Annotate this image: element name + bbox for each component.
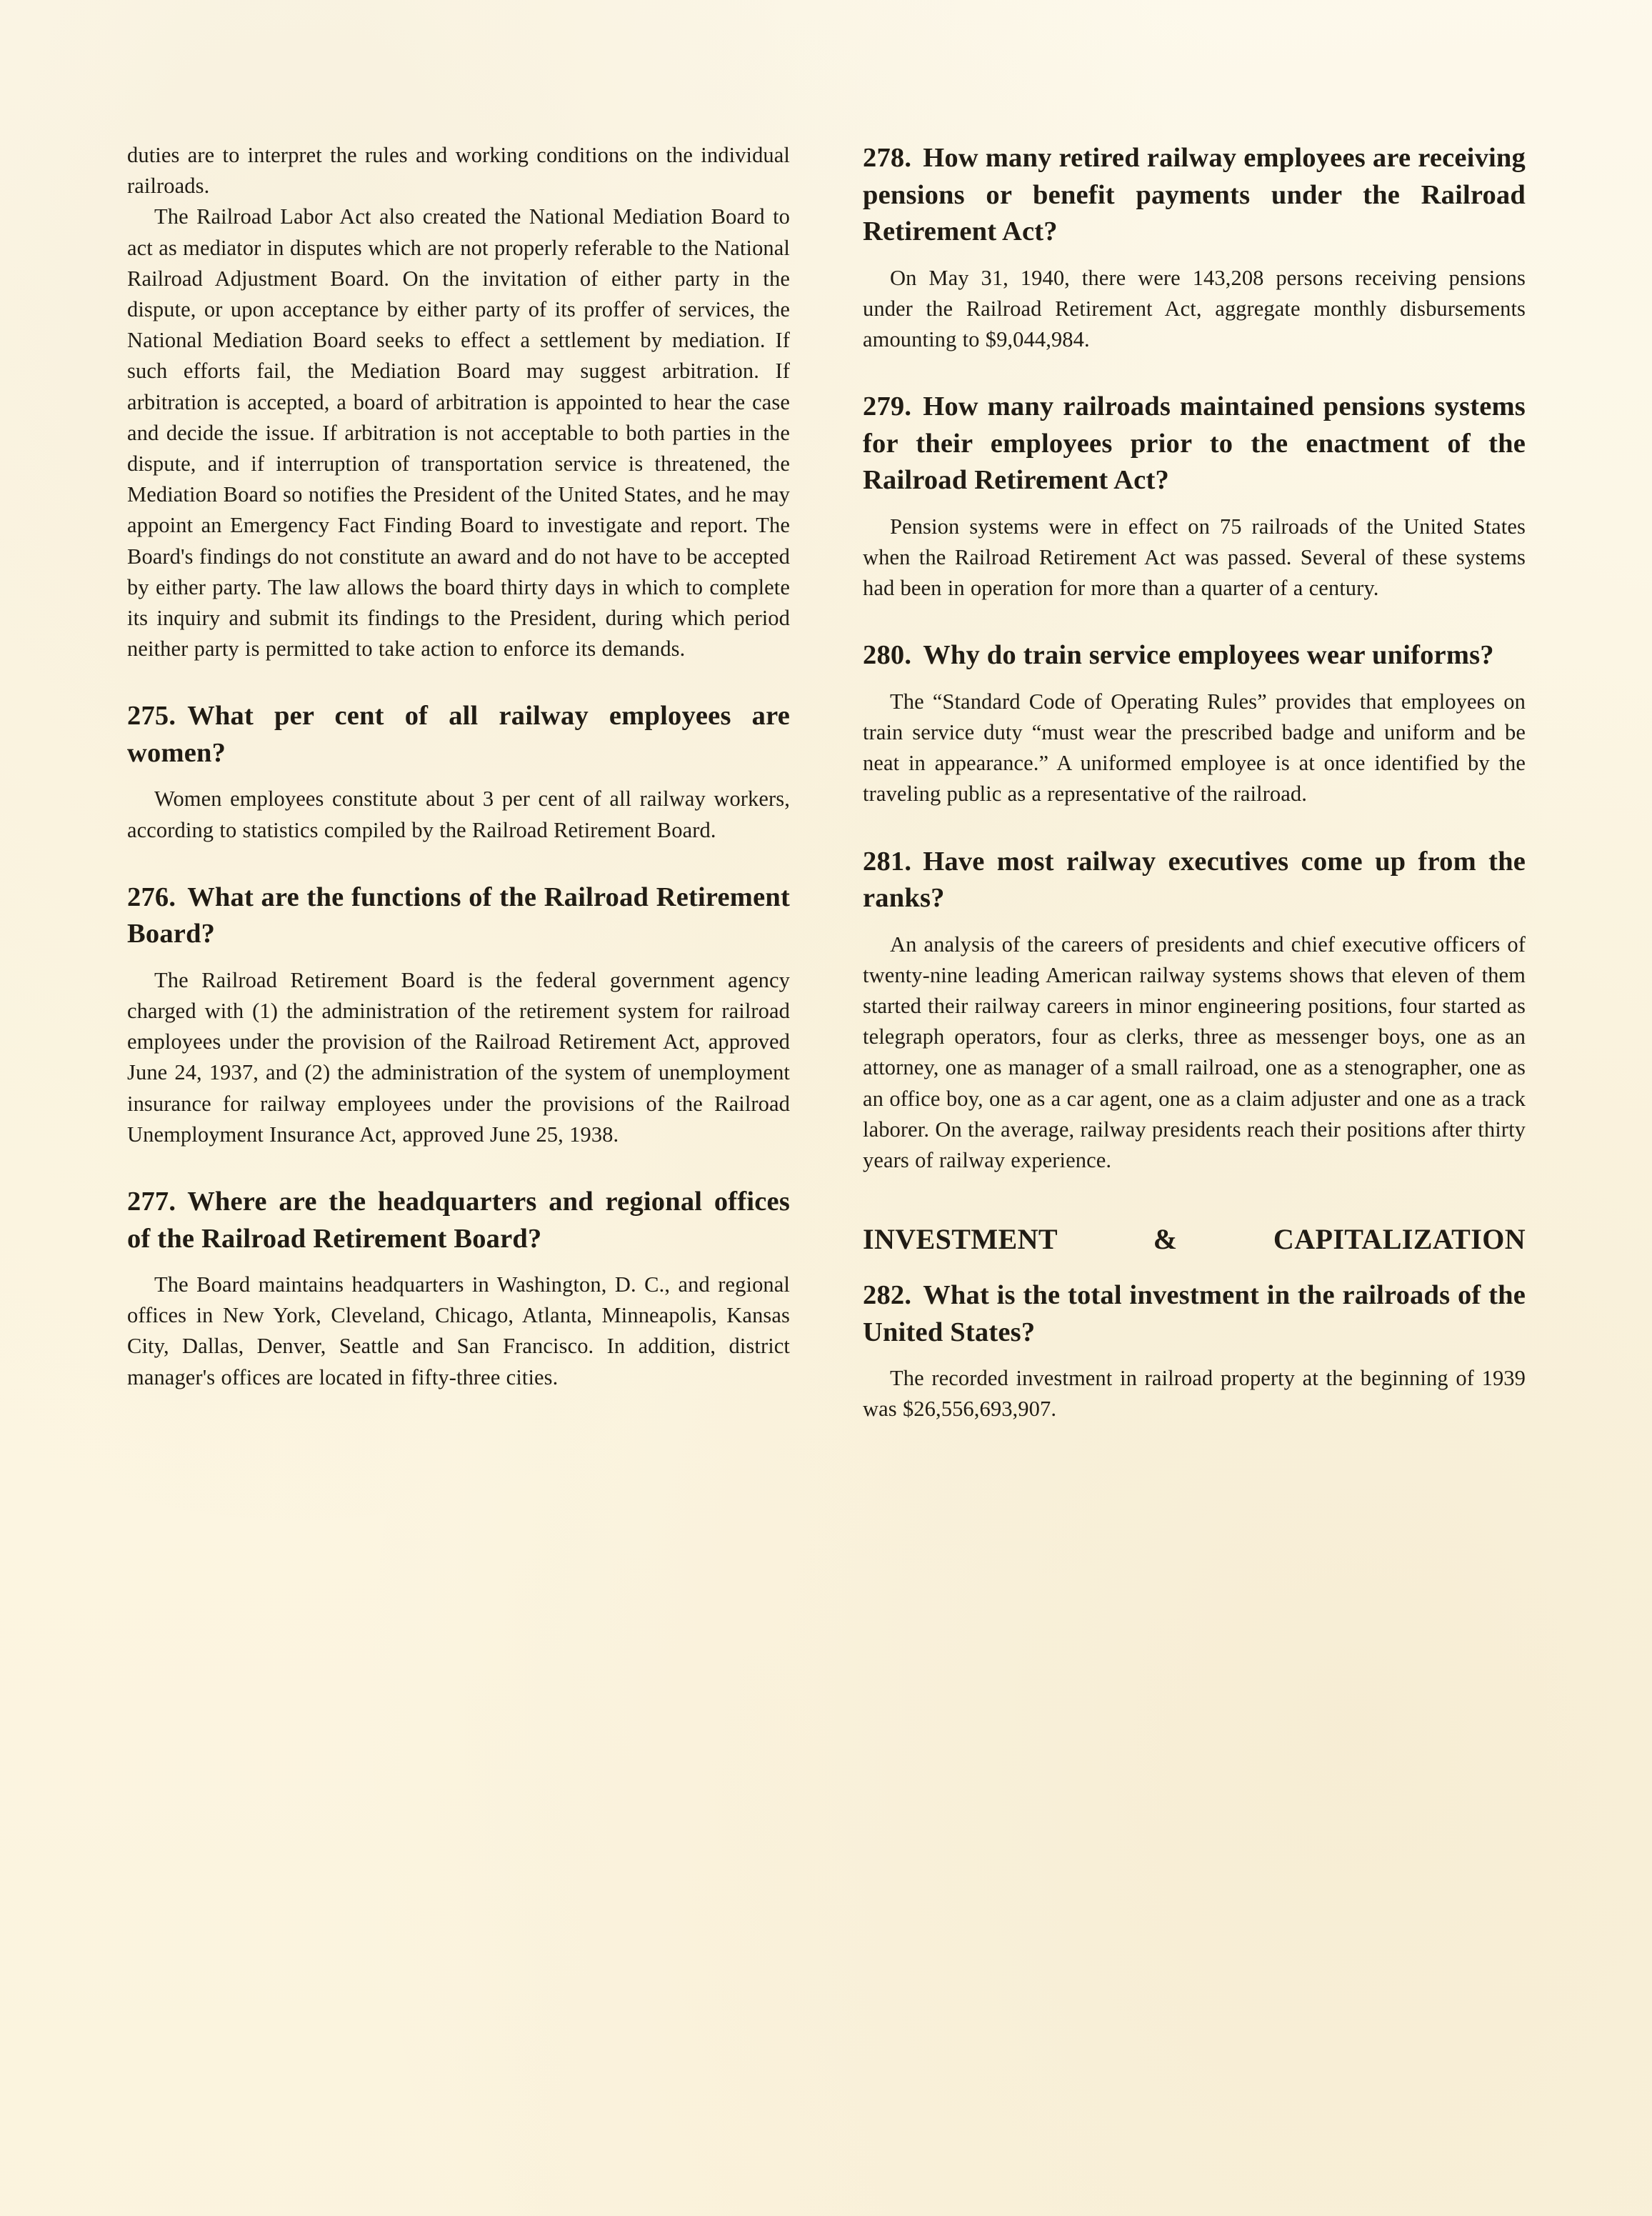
question-text-278: How many retired railway employees are receiving pensions or benefit payments under the Railroad Retirement Act? [863, 143, 1526, 246]
answer-276: The Railroad Retirement Board is the federal government agency charged with (1) the administration of the retirement system for railroad employees under the provision of the Railroad Retirement Act, approved June 24, 1937, and (2) the administration of the system of unemployment insurance for railway employees under the provisions of the Railroad Unemployment Insurance Act, approved June 25, 1938. [127, 967, 790, 1147]
answer-282: The recorded investment in railroad property at the beginning of 1939 was $26,556,693,907. [863, 1366, 1526, 1422]
question-number-282: 282. [863, 1280, 912, 1311]
question-number-276: 276. [127, 882, 176, 912]
question-number-279: 279. [863, 391, 912, 422]
question-heading-280 [863, 637, 1526, 674]
question-text-275: What per cent of all railway employees are women? [127, 701, 790, 768]
answer-280: The “Standard Code of Operating Rules” provides that employees on train service duty “must wear the prescribed badge and uniform and be neat in appearance.” A uniformed employee is at once identified by the traveling public as a representative of the railroad. [863, 689, 1526, 807]
question-number-277: 277. [127, 1187, 176, 1217]
question-heading-277 [127, 1184, 790, 1257]
continued-paragraph: duties are to interpret the rules and working conditions on the individual railroads. [127, 143, 790, 199]
question-heading-279 [863, 389, 1526, 499]
answer-277: The Board maintains headquarters in Washington, D. C., and regional offices in New York, Cleveland, Chicago, Atlanta, Minneapolis, Kansas City, Dallas, Denver, Seattle and San Francisco. In addition, district manager's offices are located in fifty-three cities. [127, 1272, 790, 1389]
section-heading-investment-capitalization: INVESTMENT & CAPITALIZATION [863, 1223, 1526, 1256]
question-text-276: What are the functions of the Railroad Retirement Board? [127, 882, 790, 949]
question-number-278: 278. [863, 143, 912, 173]
paragraph-railroad-labor-act: The Railroad Labor Act also created the National Mediation Board to act as mediator in disputes which are not properly referable to the National Railroad Adjustment Board. On the invitation of either party in the dispute, or upon acceptance by either party of its proffer of services, the National Mediation Board seeks to effect a settlement by mediation. If such efforts fail, the Mediation Board may suggest arbitration. If arbitration is accepted, a board of arbitration is appointed to hear the case and decide the issue. If arbitration is not acceptable to both parties in the dispute, and if interruption of transportation service is threatened, the Mediation Board so notifies the President of the United States, and he may appoint an Emergency Fact Finding Board to investigate and report. The Board's findings do not constitute an award and do not have to be accepted by either party. The law allows the board thirty days in which to complete its inquiry and submit its findings to the President, during which period neither party is permitted to take action to enforce its demands. [127, 204, 790, 662]
question-number-280: 280. [863, 640, 912, 671]
question-text-282: What is the total investment in the railroads of the United States? [863, 1280, 1526, 1347]
question-number-275: 275. [127, 701, 176, 732]
answer-281: An analysis of the careers of presidents and chief executive officers of twenty-nine leading American railway systems shows that eleven of them started their railway careers in minor engineering positions, four started as telegraph operators, four as clerks, three as messenger boys, one as an attorney, one as manager of a small railroad, one as a stenographer, one as an office boy, one as a car agent, one as a claim adjuster and one as a track laborer. On the average, railway presidents reach their positions after thirty years of railway experience. [863, 932, 1526, 1172]
question-text-277: Where are the headquarters and regional offices of the Railroad Retirement Board? [127, 1187, 790, 1254]
question-heading-281 [863, 844, 1526, 917]
answer-275: Women employees constitute about 3 per cent of all railway workers, according to statistics compiled by the Railroad Retirement Board. [127, 787, 790, 842]
question-number-281: 281. [863, 846, 912, 877]
question-heading-282 [863, 1277, 1526, 1351]
two-column-text-body [127, 140, 1526, 2069]
question-text-280: Why do train service employees wear uniforms? [923, 640, 1494, 671]
answer-279: Pension systems were in effect on 75 railroads of the United States when the Railroad Retirement Act was passed. Several of these systems had been in operation for more than a quarter of a century. [863, 514, 1526, 601]
question-text-281: Have most railway executives come up from the ranks? [863, 846, 1526, 914]
question-heading-276 [127, 879, 790, 953]
question-heading-275 [127, 698, 790, 772]
question-text-279: How many railroads maintained pensions systems for their employees prior to the enactment of the Railroad Retirement Act? [863, 391, 1526, 496]
left-column [127, 140, 790, 2069]
right-column [863, 140, 1526, 2069]
question-heading-278 [863, 140, 1526, 251]
answer-278: On May 31, 1940, there were 143,208 persons receiving pensions under the Railroad Retirement Act, aggregate monthly disbursements amounting to $9,044,984. [863, 265, 1526, 351]
